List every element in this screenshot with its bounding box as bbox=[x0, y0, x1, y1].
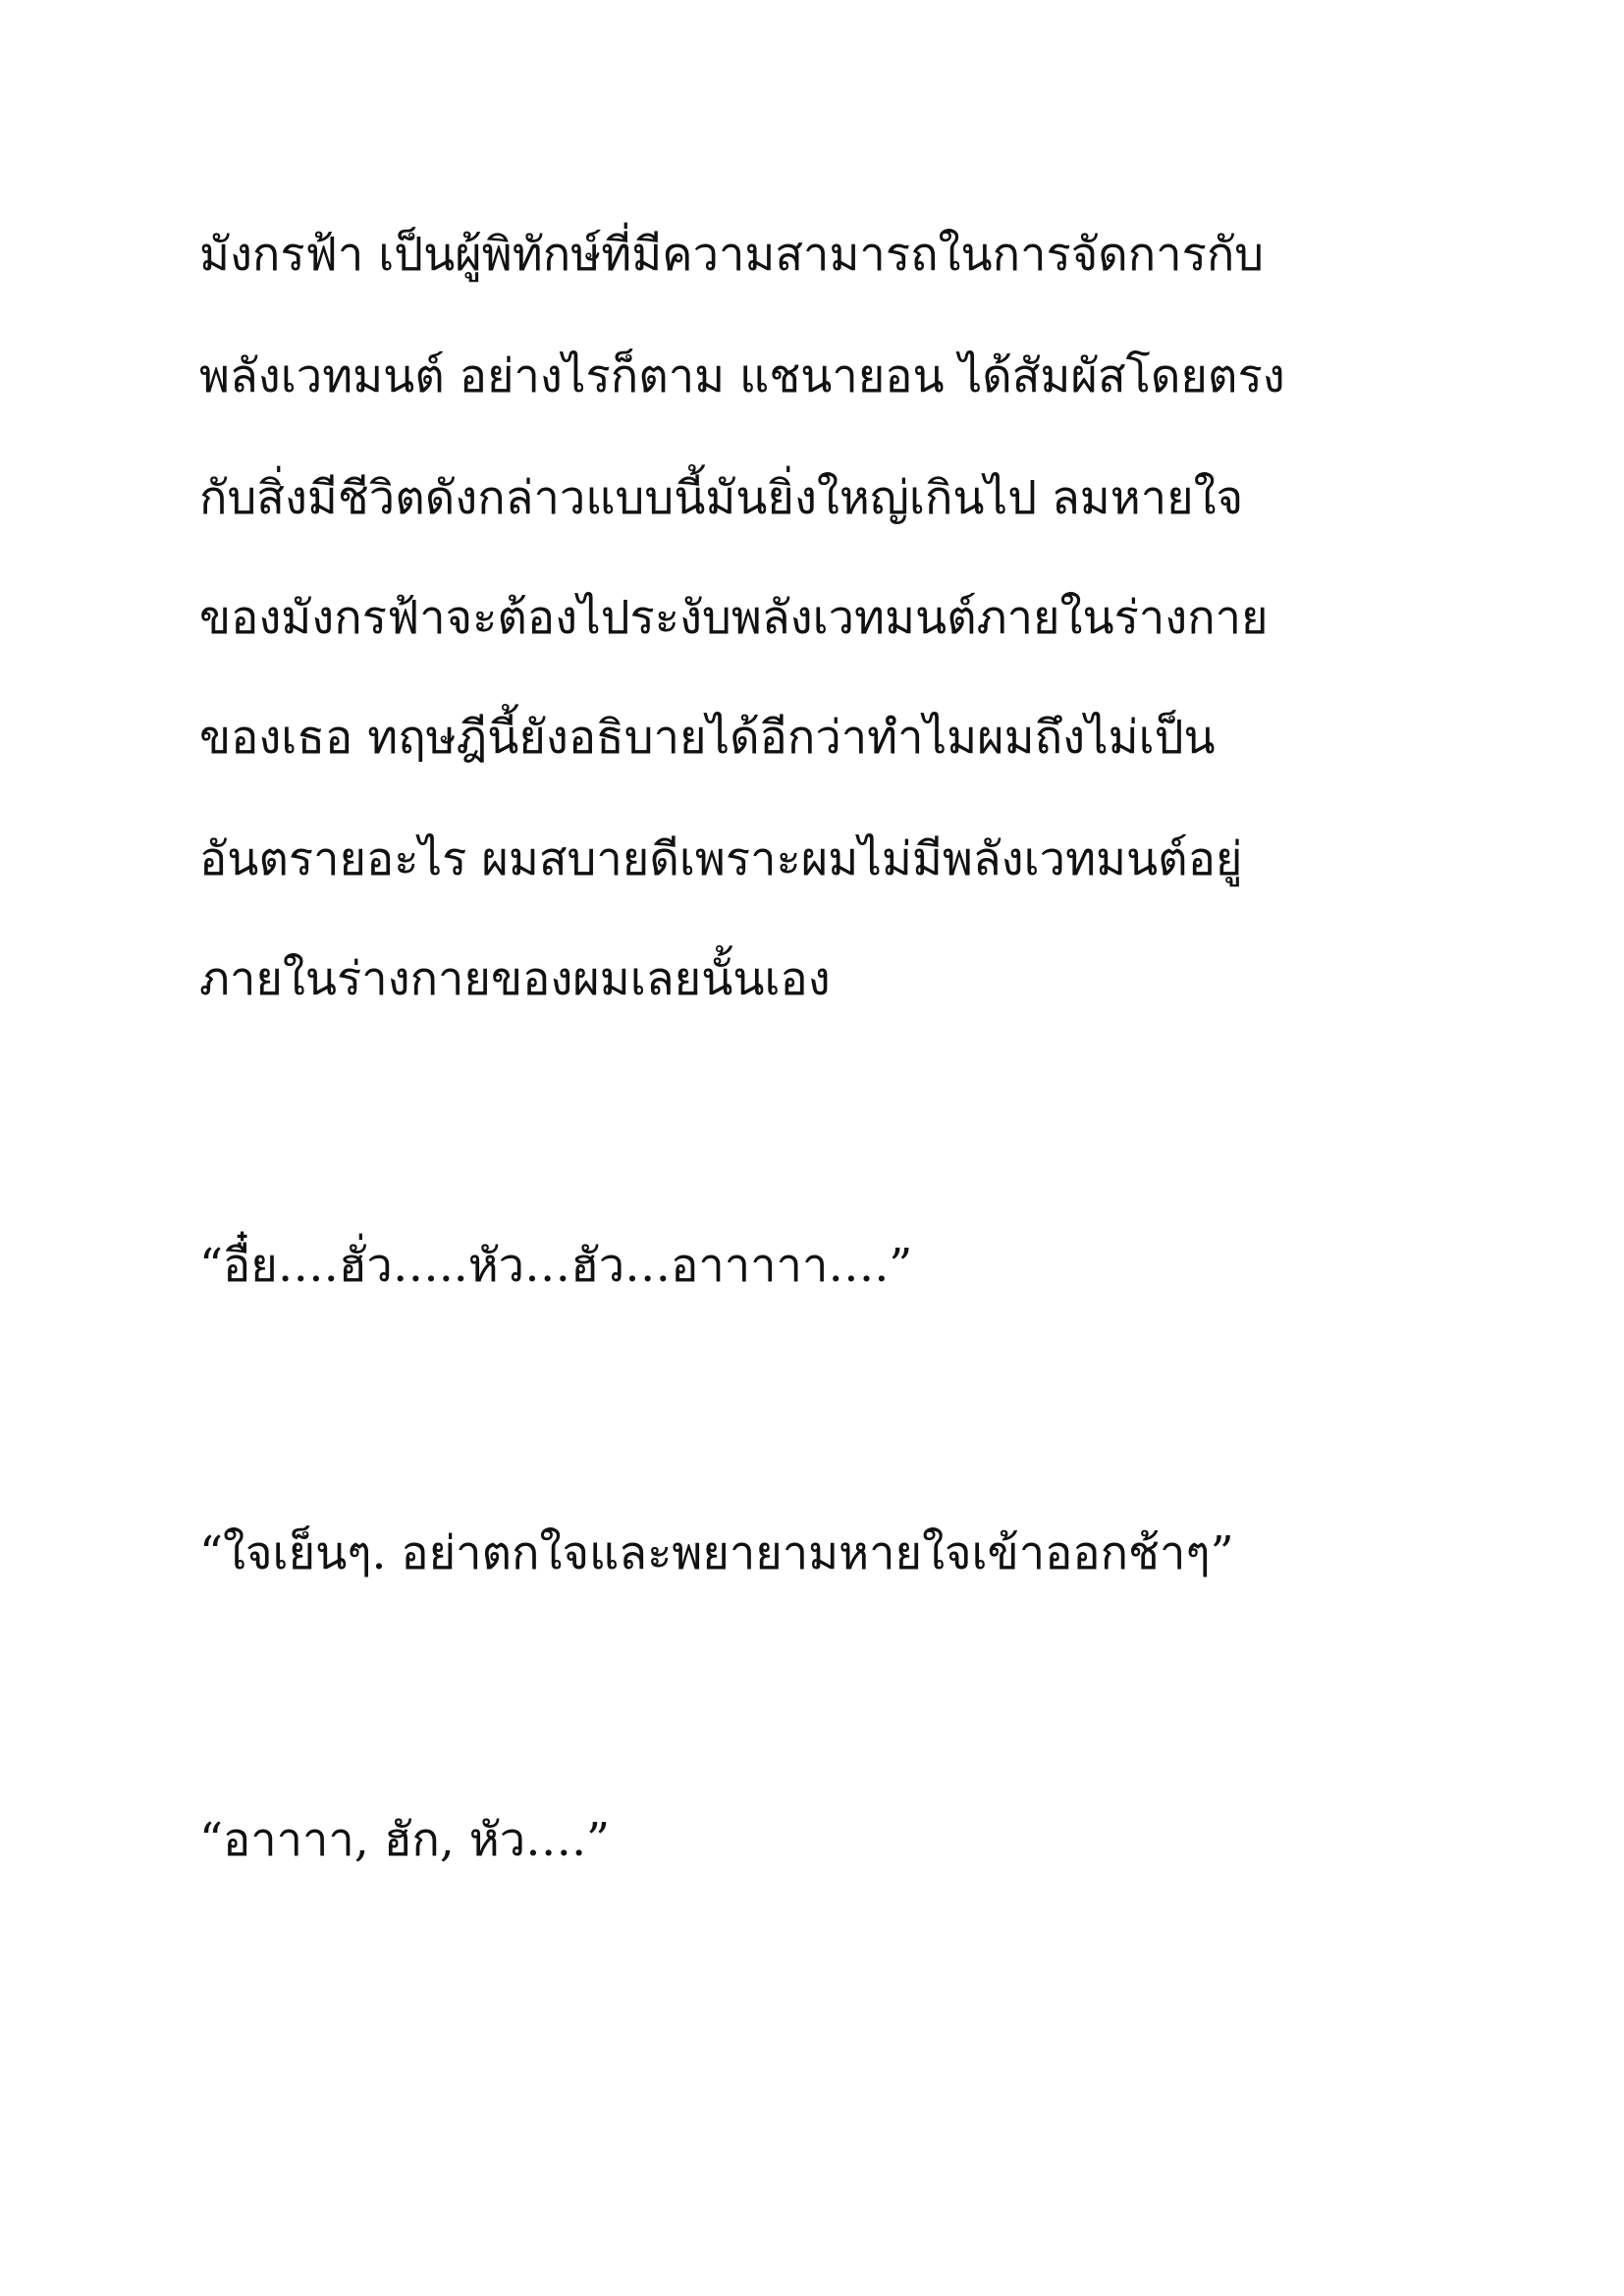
paragraph-line: มังกรฟ้า เป็นผู้พิทักษ์ที่มีความสามารถในการจัดการกับ bbox=[199, 228, 1265, 282]
paragraph-line: พลังเวทมนต์ อย่างไรก็ตาม แชนายอน ได้สัมผัสโดยตรง bbox=[199, 349, 1285, 403]
dialogue-line: “อื๋ย….ฮั่ว…..หัว…ฮัว…อาาาาา….” bbox=[199, 1239, 913, 1293]
paragraph-line: ของมังกรฟ้าจะต้องไประงับพลังเวทมนต์ภายในร่างกาย bbox=[199, 591, 1269, 645]
paragraph-line: กับสิ่งมีชีวิตดังกล่าวแบบนี้มันยิ่งใหญ่เกินไป ลมหายใจ bbox=[199, 471, 1244, 525]
paragraph-line: ของเธอ ทฤษฎีนี้ยังอธิบายได้อีกว่าทำไมผมถึงไม่เป็น bbox=[199, 711, 1216, 765]
paragraph-line: ภายในร่างกายของผมเลยนั้นเอง bbox=[199, 952, 831, 1006]
paragraph-line: อันตรายอะไร ผมสบายดีเพราะผมไม่มีพลังเวทมนต์อยู่ bbox=[199, 832, 1243, 886]
dialogue-line: “ใจเย็นๆ. อย่าตกใจและพยายามหายใจเข้าออกช้าๆ” bbox=[199, 1526, 1234, 1580]
dialogue-line: “อาาาา, ฮัก, หัว….” bbox=[199, 1813, 611, 1867]
